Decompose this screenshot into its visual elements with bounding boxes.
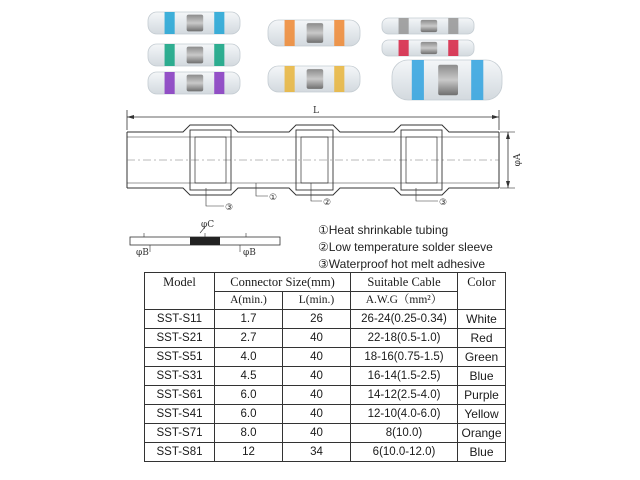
color-cell: Red xyxy=(458,329,506,348)
cable-cell: 8(10.0) xyxy=(351,424,458,443)
l-min-cell: 40 xyxy=(283,329,351,348)
l-min-cell: 40 xyxy=(283,405,351,424)
a-min-cell: 1.7 xyxy=(215,310,283,329)
model-cell: SST-S21 xyxy=(145,329,215,348)
l-min-cell: 40 xyxy=(283,367,351,386)
color-cell: White xyxy=(458,310,506,329)
cable-cell: 18-16(0.75-1.5) xyxy=(351,348,458,367)
model-cell: SST-S61 xyxy=(145,386,215,405)
header-a-min: A(min.) xyxy=(215,292,283,310)
table-row xyxy=(145,443,506,462)
legend-item-3: ③Waterproof hot melt adhesive xyxy=(318,257,486,271)
color-cell: Blue xyxy=(458,443,506,462)
table-row xyxy=(145,329,506,348)
a-min-cell: 12 xyxy=(215,443,283,462)
diameter-label: φA xyxy=(513,153,523,167)
cable-cell: 14-12(2.5-4.0) xyxy=(351,386,458,405)
model-cell: SST-S51 xyxy=(145,348,215,367)
small-diagram xyxy=(120,215,290,265)
cable-cell: 26-24(0.25-0.34) xyxy=(351,310,458,329)
a-min-cell: 6.0 xyxy=(215,386,283,405)
a-min-cell: 6.0 xyxy=(215,405,283,424)
l-min-cell: 34 xyxy=(283,443,351,462)
color-cell: Orange xyxy=(458,424,506,443)
model-cell: SST-S71 xyxy=(145,424,215,443)
model-cell: SST-S81 xyxy=(145,443,215,462)
legend-item-2: ②Low temperature solder sleeve xyxy=(318,240,493,254)
l-min-cell: 26 xyxy=(283,310,351,329)
product-photo xyxy=(0,0,640,110)
cable-cell: 12-10(4.0-6.0) xyxy=(351,405,458,424)
header-suitable-cable: Suitable Cable xyxy=(351,273,458,292)
color-cell: Green xyxy=(458,348,506,367)
table-row xyxy=(145,310,506,329)
legend-item-1: ①Heat shrinkable tubing xyxy=(318,223,449,237)
sleeve-photo xyxy=(148,12,240,34)
a-min-cell: 4.0 xyxy=(215,348,283,367)
header-connector-size: Connector Size(mm) xyxy=(215,273,351,292)
table-row xyxy=(145,348,506,367)
cable-cell: 6(10.0-12.0) xyxy=(351,443,458,462)
callout-3-left: ③ xyxy=(225,203,234,213)
table-row xyxy=(145,424,506,443)
component-legend xyxy=(318,222,493,273)
a-min-cell: 2.7 xyxy=(215,329,283,348)
table-row xyxy=(145,367,506,386)
color-cell: Blue xyxy=(458,367,506,386)
length-label: L xyxy=(313,106,319,116)
color-cell: Yellow xyxy=(458,405,506,424)
model-cell: SST-S11 xyxy=(145,310,215,329)
callout-1: ① xyxy=(269,193,278,203)
table-row xyxy=(145,405,506,424)
model-cell: SST-S31 xyxy=(145,367,215,386)
phi-b-right-label: φB xyxy=(243,248,256,258)
cable-cell: 22-18(0.5-1.0) xyxy=(351,329,458,348)
header-l-min: L(min.) xyxy=(283,292,351,310)
phi-b-left-label: φB xyxy=(136,248,149,258)
connector-diagram xyxy=(0,100,640,220)
sleeve-photo xyxy=(382,40,474,56)
model-cell: SST-S41 xyxy=(145,405,215,424)
sleeve-photo xyxy=(268,20,360,46)
sleeve-photo xyxy=(382,18,474,34)
spec-table xyxy=(144,272,506,462)
sleeve-photo xyxy=(268,66,360,92)
color-cell: Purple xyxy=(458,386,506,405)
header-model: Model xyxy=(145,273,215,292)
callout-2: ② xyxy=(323,198,332,208)
l-min-cell: 40 xyxy=(283,348,351,367)
callout-3-right: ③ xyxy=(439,198,448,208)
sleeve-photo xyxy=(392,60,502,100)
a-min-cell: 8.0 xyxy=(215,424,283,443)
table-row xyxy=(145,386,506,405)
sleeve-photo xyxy=(148,72,240,94)
a-min-cell: 4.5 xyxy=(215,367,283,386)
phi-c-label: φC xyxy=(201,220,215,230)
header-color: Color xyxy=(458,273,506,292)
l-min-cell: 40 xyxy=(283,424,351,443)
cable-cell: 16-14(1.5-2.5) xyxy=(351,367,458,386)
l-min-cell: 40 xyxy=(283,386,351,405)
sleeve-photo xyxy=(148,44,240,66)
header-awg: A.W.G（mm²） xyxy=(351,292,458,310)
